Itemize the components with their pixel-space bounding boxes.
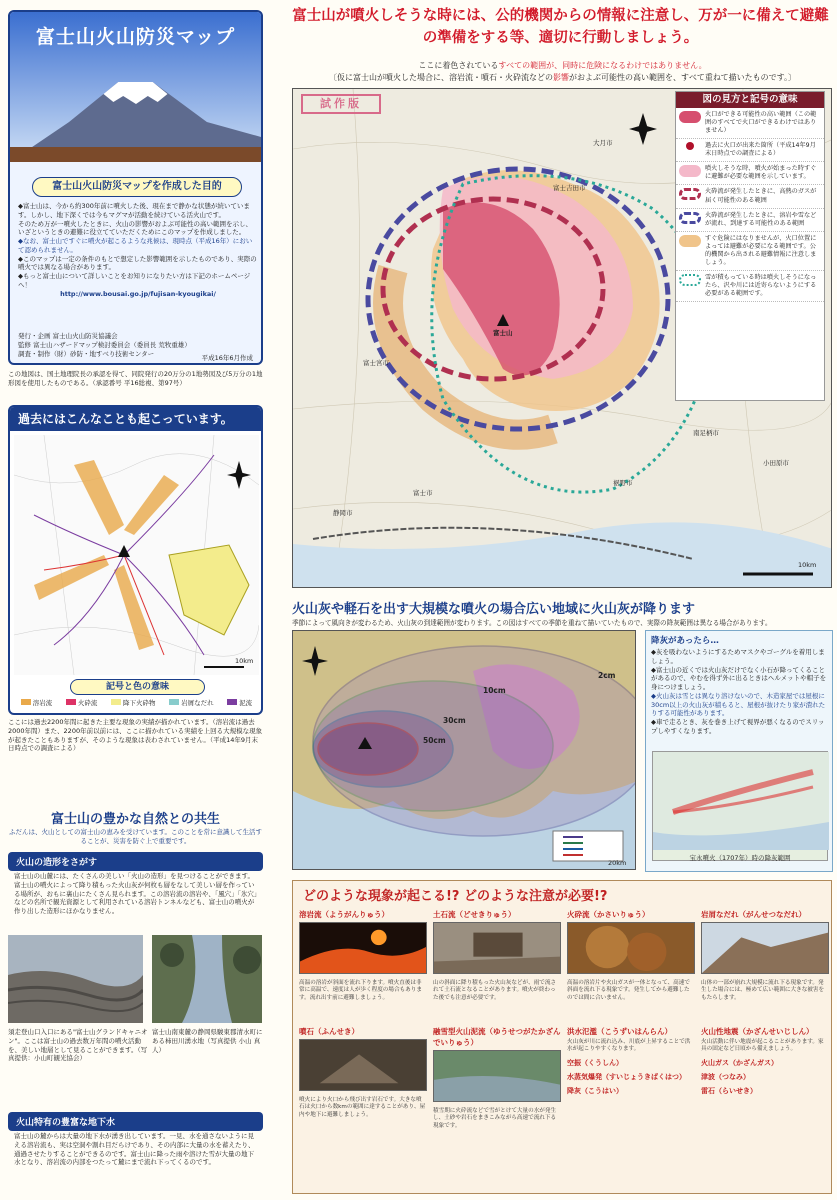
phenomenon-name: 降灰（こうはい） — [567, 1086, 623, 1095]
ashfall-map-drawing — [293, 631, 636, 870]
info-url-link[interactable]: http://www.bousai.go.jp/fujisan-kyougikai/ — [60, 289, 216, 298]
phenomenon-text: 積雪期に火砕流などで雪がとけて大量の水が発生し、土砂や岩石をまきこみながら高速で流れ下る現象です。 — [433, 1108, 557, 1129]
ashfall-advice-title: 降灰があったら… — [651, 636, 719, 646]
nature-body-volcanic-forms: 富士山の山麓には、たくさんの美しい「火山の造形」を見つけることができます。富士山の噴火によって降り積もった火山灰が何枚も層をなして美しい層を作っている場所が、おもに裏山にたくさん見られます。この溶岩流の溶岩や、「風穴」「氷穴」などの名所で観光資源として利用されている溶岩トンネルなども、富士山の噴火が作り出した造形にほかなりません。 — [14, 872, 258, 916]
phenomenon-text: 高温の溶岩片や火山ガスが一体となって、高速で斜面を流れ下る現象です。発生してから避難したのでは間に合いません。 — [567, 980, 690, 1001]
map-lead-2: 〔仮に富士山が噴火した場合に、溶岩流・噴石・火砕流などの影響がおよぶ可能性の高い範囲を、すべて重ねて描いたものです。〕 — [329, 73, 796, 82]
place-label: 南足柄市 — [693, 429, 719, 437]
legend-fall: 降下火砕物 — [111, 699, 156, 708]
ashfall-title: 火山灰や軽石を出す大規模な噴火の場合広い地域に火山灰が降ります — [292, 602, 696, 617]
inset-caption: 宝永噴火（1707年）時の降灰範囲 — [689, 854, 791, 862]
photo-caption-kakita: 富士山南東麓の静岡県駿東郡清水町にある柿田川湧水地（写真提供 小山 真人） — [152, 1028, 263, 1054]
phenomenon-name: 水蒸気爆発（すいじょうきばくはつ） — [567, 1072, 686, 1081]
purpose-paragraph: ◆もっと富士山について詳しいことをお知りになりたい方は下記のホームページへ！ — [18, 272, 251, 289]
hoei-ashfall-inset — [652, 751, 828, 861]
legend-row: 火砕流が発生したときに、溶岩や雪などが流れ、到達する可能性のある範囲 — [676, 209, 824, 232]
past-legend — [14, 699, 259, 708]
pyroclastic-flow-photo — [567, 922, 695, 974]
map-license-note: この地図は、国土地理院長の承認を得て、同院発行の20万分の1地勢図及び5万分の1地形図を使用したものである。（承認番号 平16総複、第97号） — [8, 370, 263, 387]
past-legend-title: 記号と色の意味 — [70, 679, 205, 695]
phenomenon-text: 噴火により火口から飛び出す岩石です。大きな噴石は火口から数kmの範囲に達することがあり、屋内や地下に避難しましょう。 — [299, 1097, 426, 1118]
phenomenon-name: 火山性地震（かざんせいじしん） — [701, 1027, 814, 1036]
purpose-paragraph: ◆このマップは一定の条件のもとで想定した影響範囲を示したものであり、実際の噴火では異なる場合があります。 — [18, 254, 257, 272]
legend-row: 火口ができる可能性の高い範囲（この範囲のすべてで火口ができるわけではありません） — [676, 108, 824, 139]
contour-label: 50cm — [423, 736, 446, 745]
phenomenon-name: 噴石（ふんせき） — [299, 1027, 359, 1036]
debris-flow-photo — [433, 922, 561, 974]
purpose-paragraph: そのため万が一噴火したときに、火山の影響がおよぶ可能性の高い範囲を示し、いざというときの避難に役立てていただくためにこのマップを作成しました。 — [18, 219, 252, 237]
place-label: 富士山 — [493, 329, 513, 337]
nature-subtitle: ふだんは、火山としての富士山の恵みを受けています。このことを常に意識して生活することが、災害を防ぐ上で重要です。 — [9, 828, 262, 845]
photo-caption-grand-canyon: 須走登山口入口にある"富士山グランドキャニオン"。ここは富士山の過去数万年間の噴火活動を、美しい地層として見ることができます。（写真提供：小山町観光協会） — [8, 1028, 148, 1063]
ashfall-advice-panel — [645, 630, 833, 872]
legend-pyroclastic: 火砕流 — [66, 699, 98, 708]
map-lead-1: ここに着色されているすべての範囲が、同時に危険になるわけではありません。 — [418, 61, 707, 70]
lava-flow-photo — [299, 922, 427, 974]
page-title: 富士山火山防災マップ — [35, 26, 236, 48]
credit-line: 調査・制作（財）砂防・地すべり技術センター — [18, 349, 155, 358]
place-label: 静岡市 — [333, 509, 353, 517]
phenomenon-name: 融雪型火山泥流（ゆうせつがたかざんでいりゅう） — [433, 1027, 561, 1047]
phenomenon-text: 火山活動に伴い地震が起こることがあります。家具の固定など日頃から備えましょう。 — [701, 1039, 824, 1053]
ashfall-lead: 季節によって風向きが変わるため、火山灰の到達範囲が変わります。この図はすべての季節を重ねて描いていたもので、実際の降灰範囲は異なる場合があります。 — [292, 619, 772, 627]
phenomenon-card — [567, 1026, 695, 1096]
past-map-scale: 10km — [235, 657, 254, 665]
past-events-panel — [8, 405, 263, 715]
phenomenon-card — [433, 1026, 561, 1130]
contour-label: 10cm — [483, 686, 506, 695]
legend-row: 過去に火口が出来た箇所（平成14年9月末日時点での調査による） — [676, 139, 824, 162]
place-label: 大月市 — [593, 139, 613, 147]
purpose-body — [18, 202, 258, 298]
contour-label: 2cm — [598, 671, 616, 680]
hazard-legend — [675, 91, 825, 401]
lahar-photo — [433, 1050, 561, 1102]
phenomenon-card — [433, 909, 561, 1002]
nature-title: 富士山の豊かな自然との共生 — [50, 812, 220, 827]
phenomena-panel — [292, 880, 832, 1194]
phenomenon-card — [567, 909, 695, 1002]
created-date: 平成16年6月作成 — [201, 354, 253, 362]
grand-canyon-photo — [8, 935, 143, 1023]
phenomenon-text: 山の斜面に降り積もった火山灰などが、雨で流されて土石流となることがあります。噴火が終わった後でも注意が必要です。 — [433, 980, 557, 1001]
purpose-heading: 富士山火山防災マップを作成した目的 — [32, 177, 242, 197]
phenomenon-name: 土石流（どせきりゅう） — [433, 910, 516, 919]
legend-lava: 溶岩流 — [21, 699, 53, 708]
phenomenon-name: 雷石（らいせき） — [701, 1086, 757, 1095]
past-events-map — [14, 435, 259, 675]
phenomenon-name: 岩屑なだれ（がんせつなだれ） — [701, 910, 806, 919]
hazard-map — [292, 88, 832, 588]
phenomena-title: どのような現象が起こる!? どのような注意が必要!? — [303, 889, 608, 904]
place-label: 富士市 — [413, 489, 433, 497]
legend-row: すぐ危険にはなりませんが、火口位置によっては避難が必要になる範囲です。公的機関から出される避難情報に注意しましょう。 — [676, 232, 824, 271]
ashfall-advice-item: ◆灰を吸わないようにするためマスクやゴーグルを着用しましょう。 — [651, 648, 825, 665]
phenomenon-name: 空振（くうしん） — [567, 1058, 623, 1067]
legend-debris: 岩屑なだれ — [169, 699, 214, 708]
phenomenon-card — [701, 1026, 829, 1096]
ashfall-map-scale: 20km — [608, 859, 627, 867]
past-events-title: 過去にはこんなことも起こっています。 — [10, 407, 261, 431]
purpose-paragraph: ◆富士山は、今から約300年前に噴火した後、現在まで静かな状態が続いています。しかし、地下深くでは今もマグマが活動を続けている活火山です。 — [18, 202, 250, 219]
ashfall-advice-item: ◆車で走るとき、灰を巻き上げて視界が悪くなるのでスリップしやすくなります。 — [651, 718, 825, 735]
hazard-map-scale: 10km — [798, 561, 817, 569]
legend-mudflow: 泥流 — [227, 699, 252, 708]
phenomenon-card — [299, 1026, 427, 1119]
phenomenon-text: 高温の溶岩が斜面を流れ下ります。噴火直後は非常に高温で、速度は人が歩く程度の場合もあります。流れ出す前に避難しましょう。 — [299, 980, 422, 1001]
nature-section-volcanic-forms: 火山の造形をさがす — [8, 852, 263, 871]
debris-avalanche-photo — [701, 922, 829, 974]
past-events-note: ここには過去2200年間に起きた主要な現象の実績が描かれています。（溶岩流は過去2000年間）また、2200年前以前には、ここに描かれている実績を上回る大規模な現象が起きたこともありますが、そのような現象は表わされていません。（平成14年9月末日時点での調査による） — [8, 718, 263, 753]
warning-headline: 富士山が噴火しそうな時には、公的機関からの情報に注意し、万が一に備えて避難の準備をする等、適切に行動しましょう。 — [292, 8, 829, 46]
legend-row: 噴火しそうな時、噴火が始まった時すぐに避難が必要な範囲を示しています。 — [676, 162, 824, 185]
place-label: 富士吉田市 — [553, 184, 586, 192]
hoei-inset-map — [653, 752, 829, 850]
phenomenon-name: 火砕流（かさいりゅう） — [567, 910, 650, 919]
place-label: 裾野市 — [613, 479, 633, 487]
ashfall-advice-item: ◆富士山の近くでは火山灰だけでなく小石が降ってくることがあるので、やむを得ず外に出るときはヘルメットや帽子を身につけましょう。 — [651, 665, 827, 692]
legend-row: 雪が積もっている時は噴火しそうになったら、沢や川には近寄らないようにする必要がある範囲です。 — [676, 271, 824, 302]
phenomenon-card — [299, 909, 427, 1002]
phenomenon-text: 山体の一部が崩れ大規模に流れ下る現象です。発生した場合には、極めて広い範囲に大きな被害をもたらします。 — [701, 980, 825, 1001]
title-panel — [8, 10, 263, 365]
phenomenon-name: 洪水氾濫（こうずいはんらん） — [567, 1027, 672, 1036]
nature-body-groundwater: 富士山の麓からは大量の地下水が湧き出しています。一見、水を通さないように見える溶岩流も、実は空洞や割れ目だらけであり、その内部に大量の水を蓄えたり、通過させたりすることができるのです。富士山に降った雨や溶けた雪が大量の地下水となり、溶岩流の内部をつたって麓にまで流れ下ってくるのです。 — [14, 1132, 255, 1167]
nature-section-groundwater: 火山特有の豊富な地下水 — [8, 1112, 263, 1131]
legend-row: 火砕流が発生したときに、高熱のガスが届く可能性のある範囲 — [676, 185, 824, 208]
phenomenon-text: 火山灰が川に流れ込み、川底が上昇することで洪水が起こりやすくなります。 — [567, 1039, 691, 1053]
phenomenon-name: 津波（つなみ） — [701, 1072, 750, 1081]
place-label: 小田原市 — [763, 459, 789, 467]
hazard-legend-title: 図の見方と記号の意味 — [676, 92, 824, 108]
place-label: 富士宮市 — [363, 359, 389, 367]
phenomenon-card — [701, 909, 829, 1002]
trial-version-stamp: 試作版 — [301, 94, 381, 114]
kakita-river-photo — [152, 935, 262, 1023]
credit-line: 発行・企画 富士山火山防災協議会 — [18, 332, 118, 340]
purpose-paragraph: ◆なお、富士山ですぐに噴火が起こるような兆候は、現時点（平成16年）において認められません。 — [18, 237, 253, 254]
credit-line: 監修 富士山ハザードマップ検討委員会（委員長 荒牧重雄） — [18, 340, 191, 349]
contour-label: 30cm — [443, 716, 466, 725]
volcanic-bomb-photo — [299, 1039, 427, 1091]
ashfall-advice-item: ◆火山灰は雪とは異なり溶けないので、木造家屋では屋根に30cm以上の火山灰が積もると、屋根が抜けたり家が潰れたりする可能性があります。 — [651, 691, 826, 718]
ashfall-map — [292, 630, 636, 870]
phenomenon-name: 火山ガス（かざんガス） — [701, 1058, 778, 1067]
phenomenon-name: 溶岩流（ようがんりゅう） — [299, 910, 389, 919]
